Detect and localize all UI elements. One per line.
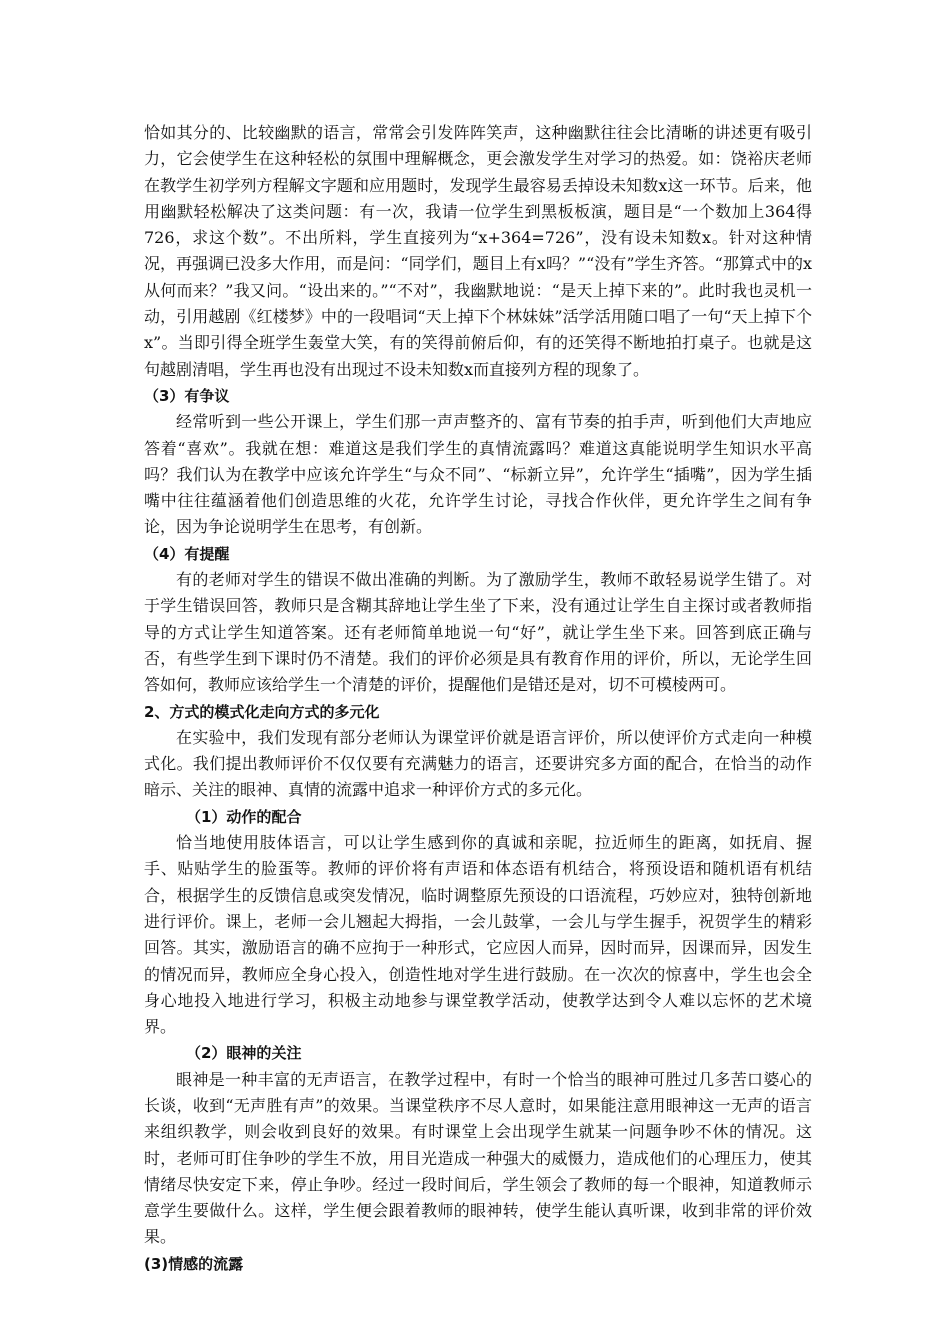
paragraph-controversy: 经常听到一些公开课上，学生们那一声声整齐的、富有节奏的拍手声，听到他们大声地应答着“喜欢”。我就在想：难道这是我们学生的真情流露吗？难道这真能说明学生知识水平高吗？我们认为在教学中应该允许学生“与众不同”、“标新立异”，允许学生“插嘴”，因为学生插嘴中往往蕴涵着他们创造思维的火花，允许学生讨论，寻找合作伙伴，更允许学生之间有争论，因为争论说明学生在思考，有创新。 [144, 412, 812, 537]
paragraph-reminder: 有的老师对学生的错误不做出准确的判断。为了激励学生，教师不敢轻易说学生错了。对于学生错误回答，教师只是含糊其辞地让学生坐了下来，没有通过让学生自主探讨或者教师指导的方式让学生知道答案。还有老师简单地说一句“好”，就让学生坐下来。回答到底正确与否，有些学生到下课时仍不清楚。我们的评价必须是具有教育作用的评价，所以，无论学生回答如何，教师应该给学生一个清楚的评价，提醒他们是错还是对，切不可模棱两可。 [144, 570, 812, 695]
heading-body-language: （1）动作的配合 [186, 807, 302, 826]
heading-diversified-methods: 2、方式的模式化走向方式的多元化 [144, 702, 380, 721]
heading-reminder: （4）有提醒 [144, 544, 230, 563]
document-page [144, 120, 812, 1277]
heading-eye-contact: （2）眼神的关注 [186, 1044, 302, 1063]
paragraph-eye-contact: 眼神是一种丰富的无声语言，在教学过程中，有时一个恰当的眼神可胜过几多苦口婆心的长谈，收到“无声胜有声”的效果。当课堂秩序不尽人意时，如果能注意用眼神这一无声的语言来组织教学，则会收到良好的效果。有时课堂上会出现学生就某一问题争吵不休的情况。这时，老师可盯住争吵的学生不放，用目光造成一种强大的威慑力，造成他们的心理压力，使其情绪尽快安定下来，停止争吵。经过一段时间后，学生领会了教师的每一个眼神，知道教师示意学生要做什么。这样，学生便会跟着教师的眼神转，使学生能认真听课，收到非常的评价效果。 [144, 1069, 812, 1247]
paragraph-body-language: 恰当地使用肢体语言，可以让学生感到你的真诚和亲昵，拉近师生的距离，如抚肩、握手、贴贴学生的脸蛋等。教师的评价将有声语和体态语有机结合，将预设语和随机语有机结合，根据学生的反馈信息或突发情况，临时调整原先预设的口语流程，巧妙应对，独特创新地进行评价。课上，老师一会儿翘起大拇指，一会儿鼓掌，一会儿与学生握手，祝贺学生的精彩回答。其实，激励语言的确不应拘于一种形式，它应因人而异，因时而异，因课而异，因发生的情况而异，教师应全身心投入，创造性地对学生进行鼓励。在一次次的惊喜中，学生也会全身心地投入地进行学习，积极主动地参与课堂教学活动，使教学达到令人难以忘怀的艺术境界。 [144, 833, 812, 1037]
heading-emotion: (3)情感的流露 [144, 1254, 244, 1273]
paragraph-humor-story: 恰如其分的、比较幽默的语言，常常会引发阵阵笑声，这种幽默往往会比清晰的讲述更有吸引力，它会使学生在这种轻松的氛围中理解概念，更会激发学生对学习的热爱。如：饶裕庆老师在教学生初学列方程解文字题和应用题时，发现学生最容易丢掉设未知数x这一环节。后来，他用幽默轻松解决了这类问题：有一次，我请一位学生到黑板板演，题目是“一个数加上364得726，求这个数”。不出所料，学生直接列为“x+364=726”，没有设未知数x。针对这种情况，再强调已没多大作用，而是问：“同学们，题目上有x吗？”“没有”学生齐答。“那算式中的x从何而来？”我又问。“设出来的。”“不对”，我幽默地说：“是天上掉下来的”。此时我也灵机一动，引用越剧《红楼梦》中的一段唱词“天上掉下个林妹妹”活学活用随口唱了一句“天上掉下个x”。当即引得全班学生轰堂大笑，有的笑得前俯后仰，有的还笑得不断地拍打桌子。也就是这句越剧清唱，学生再也没有出现过不设未知数x而直接列方程的现象了。 [144, 123, 812, 379]
paragraph-diversified-methods: 在实验中，我们发现有部分老师认为课堂评价就是语言评价，所以使评价方式走向一种模式化。我们提出教师评价不仅仅要有充满魅力的语言，还要讲究多方面的配合，在恰当的动作暗示、关注的眼神、真情的流露中追求一种评价方式的多元化。 [144, 727, 812, 800]
heading-controversy: （3）有争议 [144, 386, 230, 405]
